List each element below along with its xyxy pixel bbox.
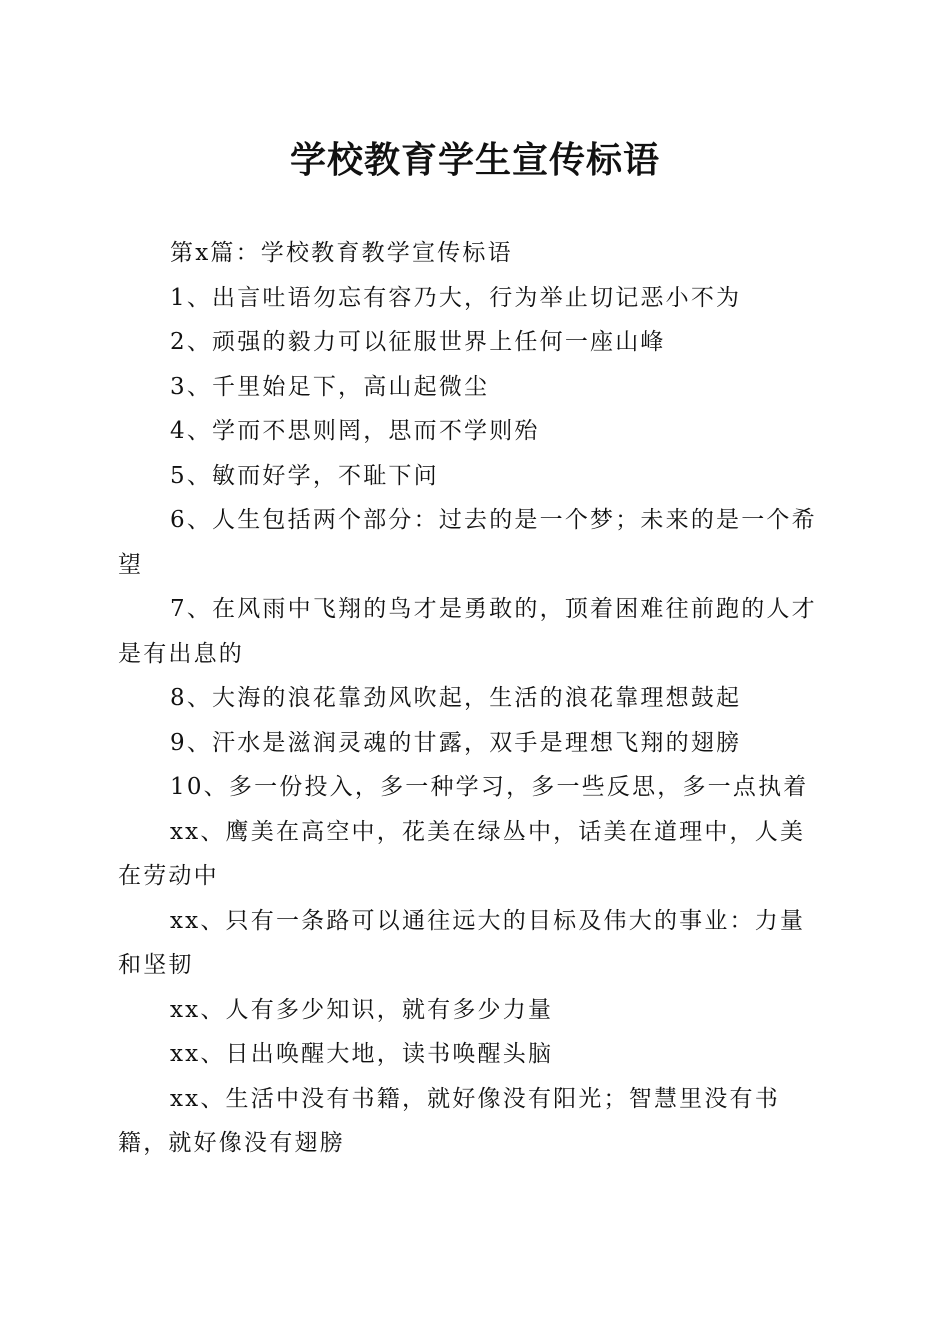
- slogan-item: 2、顽强的毅力可以征服世界上任何一座山峰: [170, 329, 666, 355]
- slogan-item: xx、生活中没有书籍，就好像没有阳光；智慧里没有书籍，就好像没有翅膀: [118, 1085, 780, 1156]
- slogan-item: 6、人生包括两个部分：过去的是一个梦；未来的是一个希望: [118, 507, 817, 578]
- slogan-item: xx、只有一条路可以通往远大的目标及伟大的事业：力量和坚韧: [118, 907, 806, 978]
- slogan-item: 3、千里始足下，高山起微尘: [170, 373, 490, 400]
- slogan-item: 10、多一份投入，多一种学习，多一些反思，多一点执着: [170, 774, 809, 800]
- slogan-item: xx、鹰美在高空中，花美在绿丛中，话美在道理中，人美在劳动中: [118, 818, 806, 889]
- slogan-item: 5、敏而好学，不耻下问: [170, 462, 439, 489]
- paragraph-heading: 第x篇：学校教育教学宣传标语: [170, 240, 513, 266]
- slogan-item: 7、在风雨中飞翔的鸟才是勇敢的，顶着困难往前跑的人才是有出息的: [118, 596, 817, 667]
- slogan-item: 1、出言吐语勿忘有容乃大，行为举止切记恶小不为: [170, 284, 742, 311]
- slogan-item: xx、人有多少知识，就有多少力量: [170, 996, 554, 1023]
- slogan-item: 4、学而不思则罔，思而不学则殆: [170, 418, 540, 444]
- slogan-item: 9、汗水是滋润灵魂的甘露，双手是理想飞翔的翅膀: [170, 729, 742, 756]
- document-body: [118, 231, 828, 1166]
- slogan-item: 8、大海的浪花靠劲风吹起，生活的浪花靠理想鼓起: [170, 685, 742, 711]
- document-title: 学校教育学生宣传标语: [289, 139, 660, 181]
- slogan-item: xx、日出唤醒大地，读书唤醒头脑: [170, 1041, 554, 1067]
